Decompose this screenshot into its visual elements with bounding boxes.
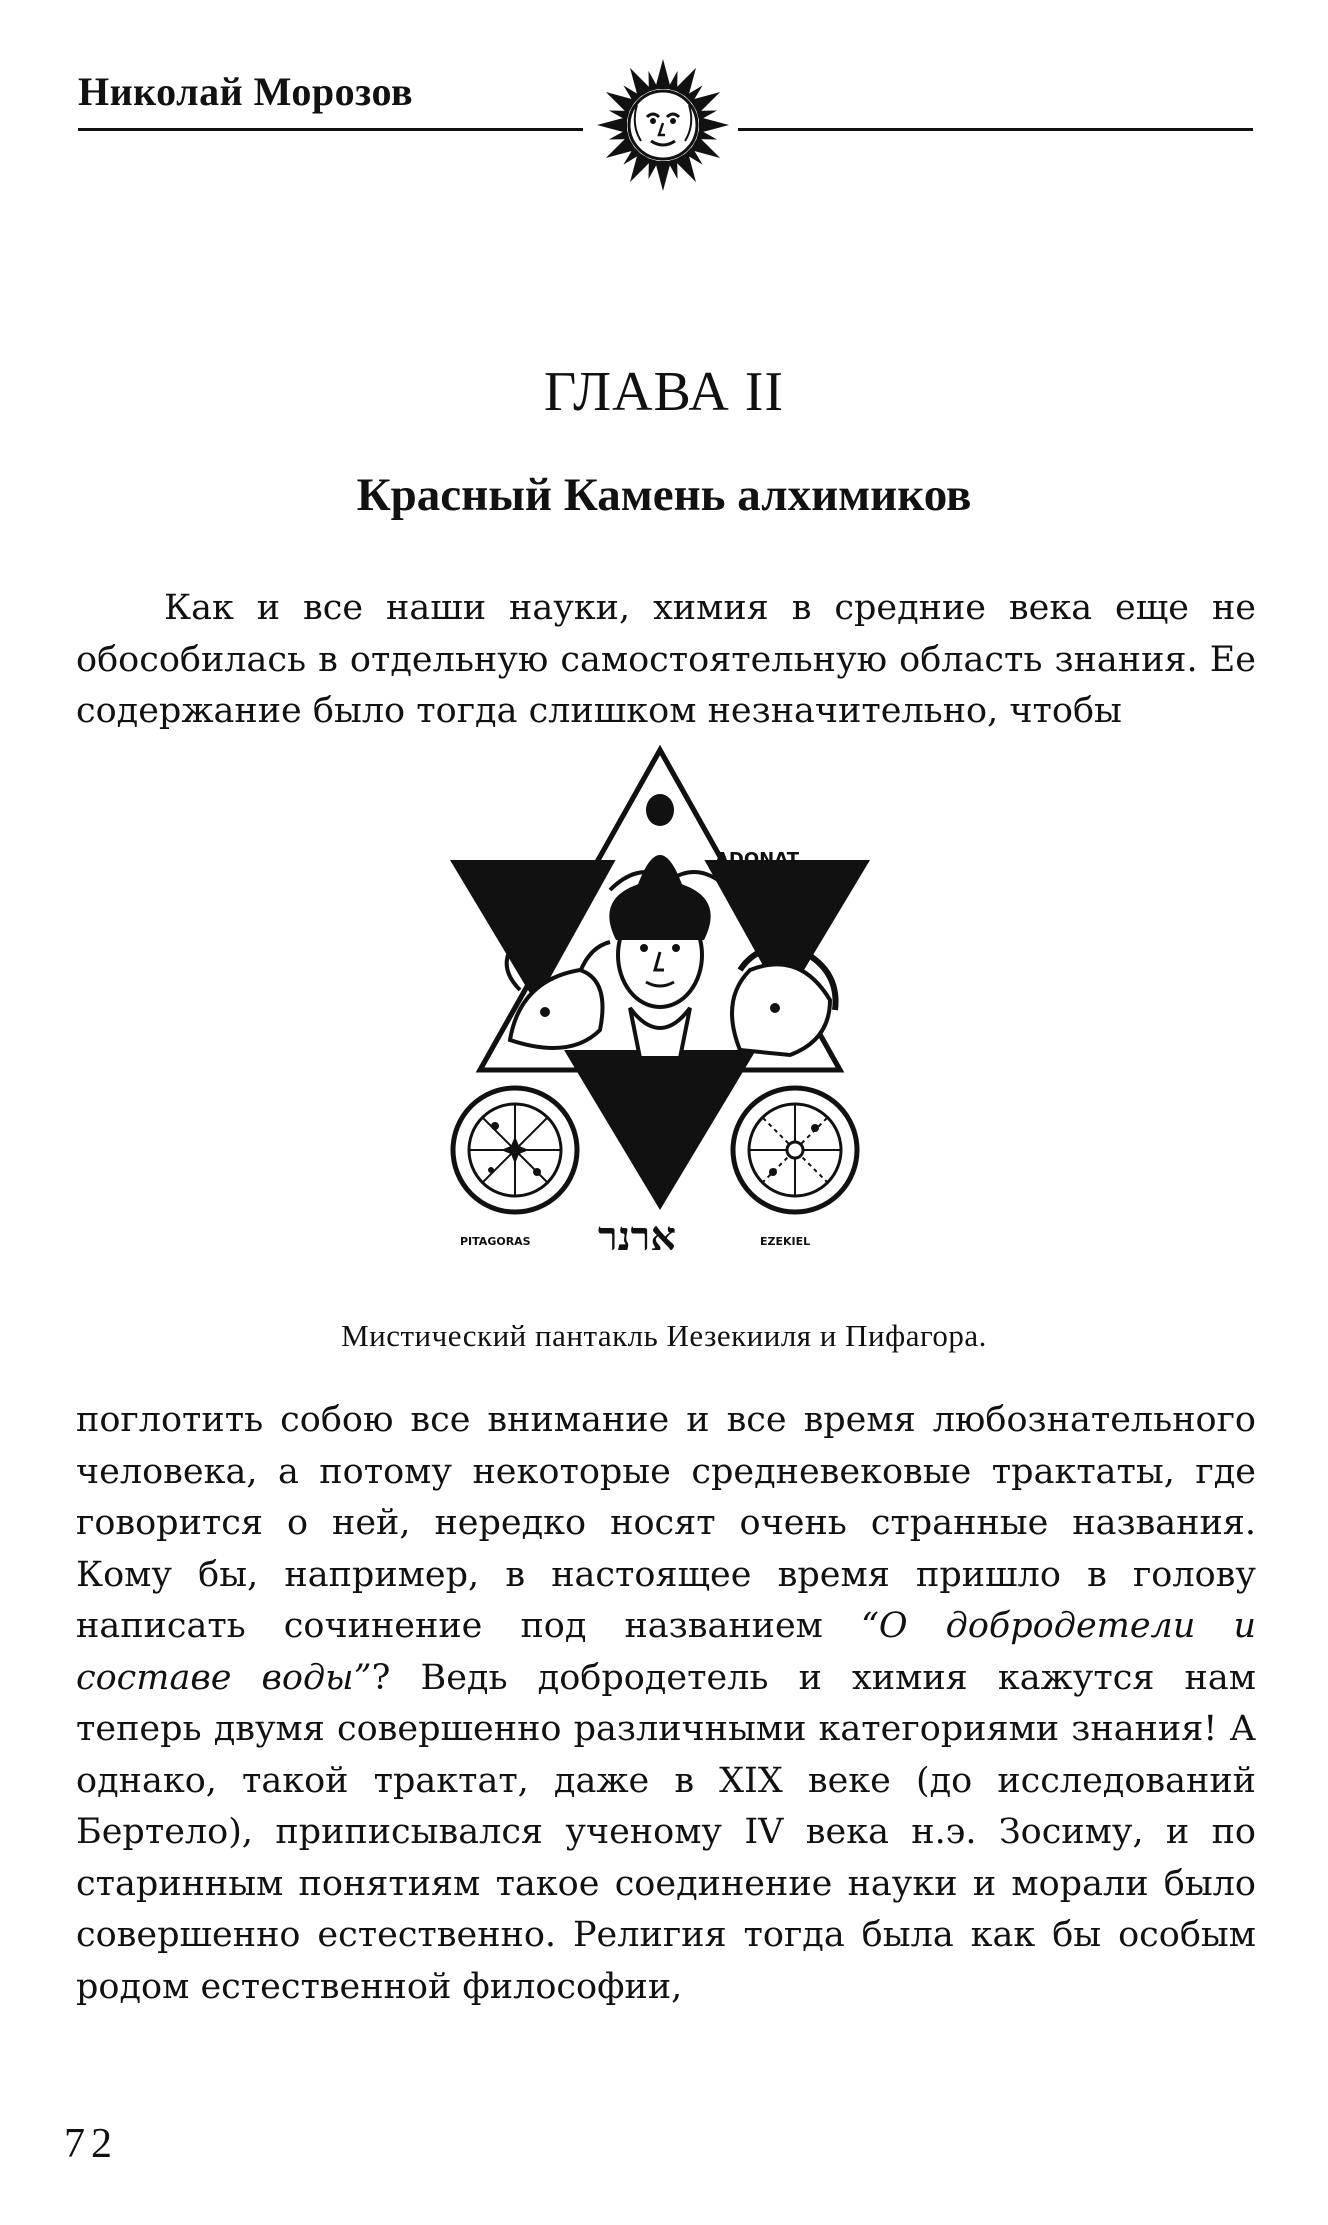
label-ezekiel: EZEKIEL [760, 1235, 811, 1248]
header-rule-left [78, 128, 583, 131]
chapter-number: ГЛАВА II [543, 361, 785, 423]
paragraph-main-quote: “О добродетели и составе воды” [76, 1606, 1256, 1698]
sun-face-icon [593, 55, 733, 195]
chapter-title: Красный Камень алхимиков [356, 469, 972, 521]
figure-caption: Мистический пантакль Иезекииля и Пифагора. [341, 1318, 987, 1353]
paragraph-main [76, 1395, 1256, 2013]
header-rule-right [738, 128, 1253, 131]
label-adonat: ADONAT [715, 849, 800, 870]
author-name: Николай Морозов [78, 69, 414, 114]
running-header [78, 60, 1253, 210]
page-number: 72 [64, 2121, 118, 2167]
hebrew-inscription: ארנר [598, 1213, 676, 1260]
paragraph-intro: Как и все наши науки, химия в средние века еще не обособилась в отдельную самостоятельную область знания. Ее содержание было тогда слишком незначительно, чтобы [76, 588, 1256, 731]
hexagram-pentacle-icon [440, 740, 890, 1300]
label-pitagoras: PITAGORAS [460, 1235, 531, 1248]
paragraph-main-text-b: ? Ведь добродетель и химия кажутся нам теперь двумя совершенно различными категориями знания! А однако, такой трактат, даже в XIX веке (до исследований Бертело), приписывался ученому IV века н.э. Зосиму, и по старинным понятиям такое соединение науки и морали было совершенно естественно. Религия тогда была как бы особым родом естественной философии, [76, 1657, 1256, 2007]
paragraph-main-text-a: поглотить собою все внимание и все время любознательного человека, а потому некоторые средневековые трактаты, где говорится о ней, нередко носят очень странные названия. Кому бы, например, в настоящее время пришло в голову написать сочинение под названием [76, 1400, 1256, 1646]
